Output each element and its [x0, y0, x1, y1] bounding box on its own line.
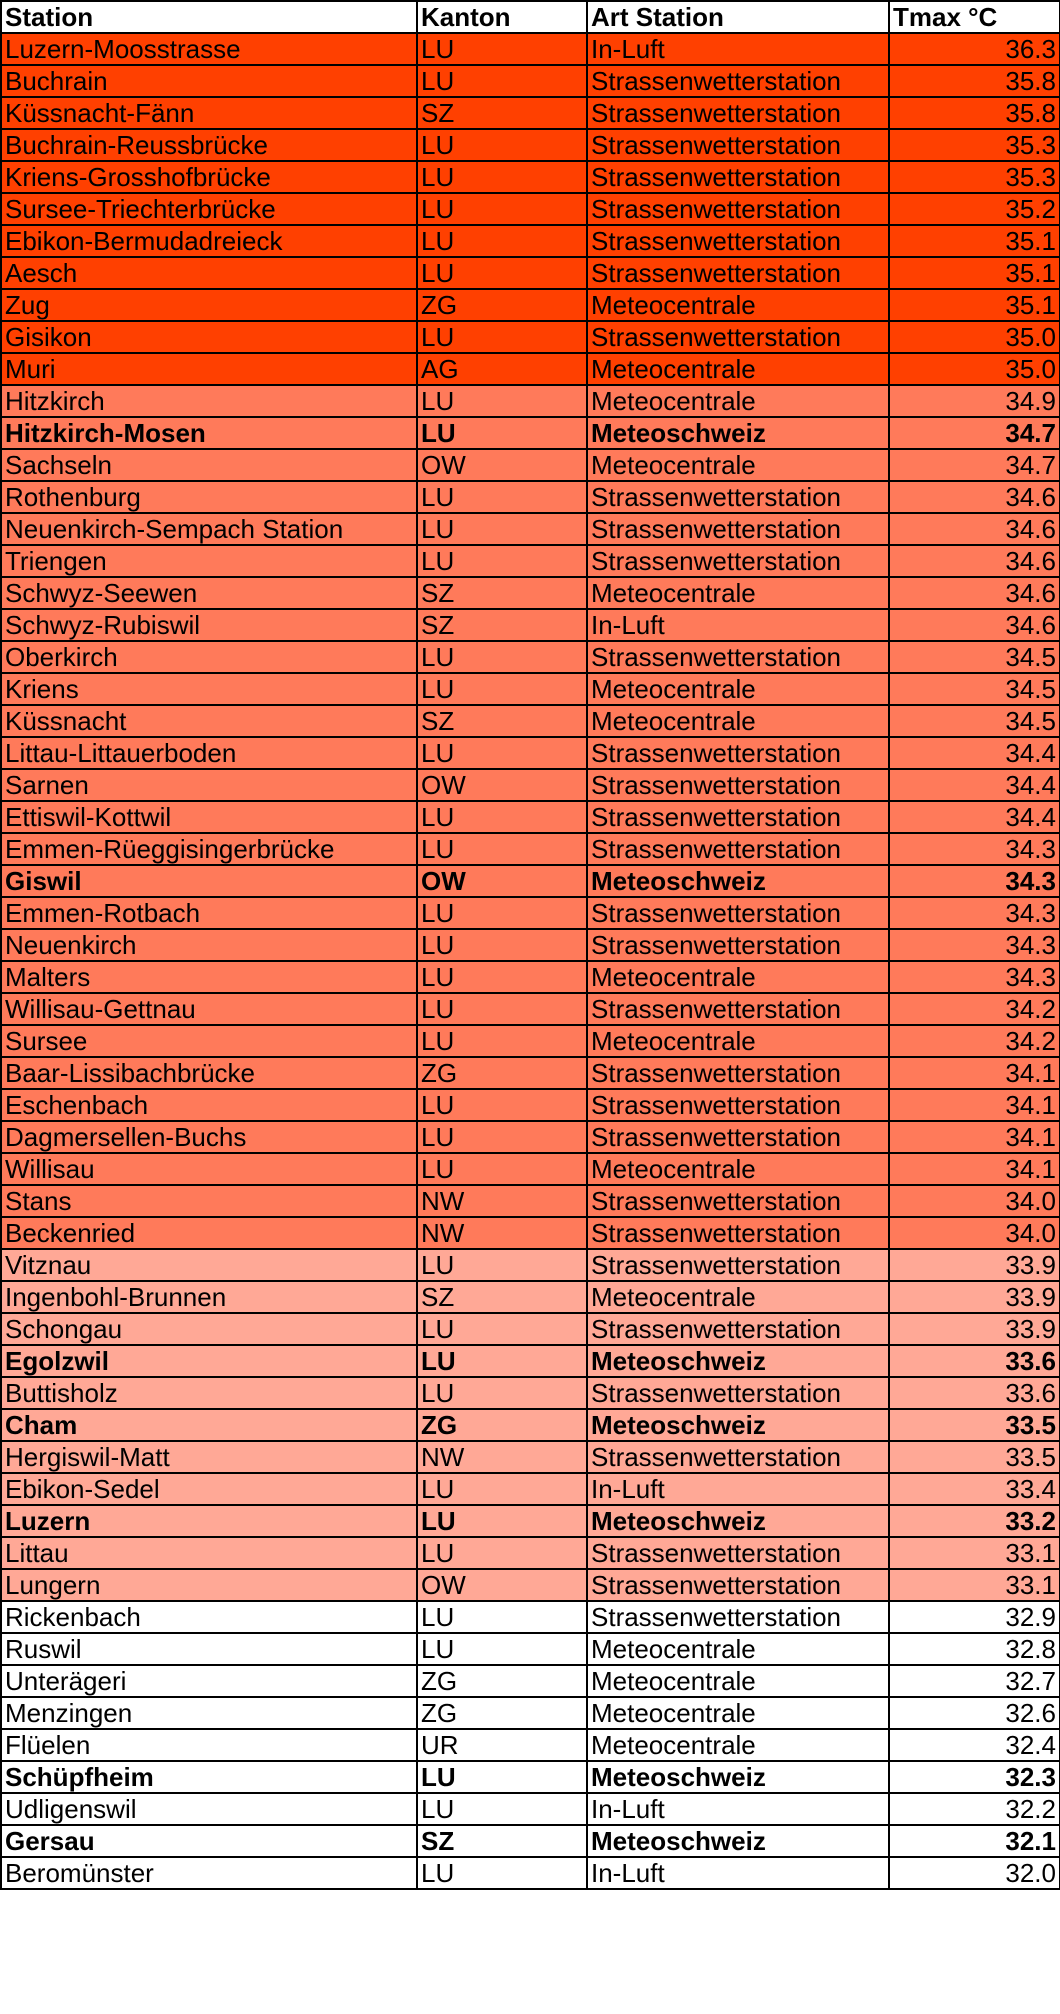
cell-art-station: Meteocentrale: [587, 1025, 889, 1057]
table-row: [1, 705, 1060, 737]
cell-art-station: Meteocentrale: [587, 961, 889, 993]
cell-tmax: 34.9: [889, 385, 1060, 417]
cell-kanton: LU: [417, 545, 587, 577]
cell-tmax: 32.0: [889, 1857, 1060, 1889]
cell-kanton: ZG: [417, 289, 587, 321]
cell-tmax: 34.2: [889, 1025, 1060, 1057]
cell-kanton: NW: [417, 1441, 587, 1473]
cell-kanton: LU: [417, 65, 587, 97]
cell-kanton: LU: [417, 321, 587, 353]
cell-art-station: In-Luft: [587, 609, 889, 641]
cell-kanton: LU: [417, 1505, 587, 1537]
table-row: [1, 129, 1060, 161]
cell-tmax: 36.3: [889, 33, 1060, 65]
cell-art-station: Strassenwetterstation: [587, 65, 889, 97]
cell-art-station: Strassenwetterstation: [587, 1089, 889, 1121]
table-row: [1, 1089, 1060, 1121]
cell-art-station: Meteocentrale: [587, 353, 889, 385]
cell-station: Sursee-Triechterbrücke: [1, 193, 417, 225]
table-row: [1, 193, 1060, 225]
cell-tmax: 35.1: [889, 257, 1060, 289]
cell-station: Baar-Lissibachbrücke: [1, 1057, 417, 1089]
table-row: [1, 609, 1060, 641]
cell-art-station: Meteoschweiz: [587, 1409, 889, 1441]
cell-station: Ebikon-Sedel: [1, 1473, 417, 1505]
cell-station: Luzern-Moosstrasse: [1, 33, 417, 65]
cell-station: Unterägeri: [1, 1665, 417, 1697]
cell-tmax: 35.8: [889, 65, 1060, 97]
header-tmax[interactable]: Tmax °C: [889, 1, 1060, 33]
cell-kanton: LU: [417, 1537, 587, 1569]
cell-station: Beromünster: [1, 1857, 417, 1889]
cell-kanton: LU: [417, 257, 587, 289]
cell-kanton: SZ: [417, 705, 587, 737]
cell-station: Emmen-Rotbach: [1, 897, 417, 929]
cell-kanton: UR: [417, 1729, 587, 1761]
cell-station: Giswil: [1, 865, 417, 897]
table-row: [1, 1537, 1060, 1569]
cell-tmax: 35.3: [889, 129, 1060, 161]
table-row: [1, 897, 1060, 929]
cell-station: Sachseln: [1, 449, 417, 481]
cell-art-station: Strassenwetterstation: [587, 1121, 889, 1153]
cell-station: Gisikon: [1, 321, 417, 353]
table-row: [1, 865, 1060, 897]
cell-art-station: Strassenwetterstation: [587, 641, 889, 673]
cell-station: Ingenbohl-Brunnen: [1, 1281, 417, 1313]
table-row: [1, 1217, 1060, 1249]
cell-station: Neuenkirch: [1, 929, 417, 961]
cell-station: Zug: [1, 289, 417, 321]
header-row: [1, 1, 1060, 33]
cell-tmax: 33.1: [889, 1537, 1060, 1569]
table-row: [1, 1729, 1060, 1761]
cell-tmax: 33.9: [889, 1313, 1060, 1345]
table-row: [1, 1697, 1060, 1729]
cell-station: Küssnacht-Fänn: [1, 97, 417, 129]
cell-kanton: LU: [417, 1601, 587, 1633]
table-row: [1, 929, 1060, 961]
cell-kanton: LU: [417, 417, 587, 449]
cell-station: Schüpfheim: [1, 1761, 417, 1793]
cell-tmax: 33.9: [889, 1249, 1060, 1281]
cell-tmax: 33.5: [889, 1409, 1060, 1441]
cell-art-station: Meteocentrale: [587, 289, 889, 321]
cell-tmax: 35.3: [889, 161, 1060, 193]
cell-art-station: Meteoschweiz: [587, 417, 889, 449]
cell-station: Vitznau: [1, 1249, 417, 1281]
cell-station: Cham: [1, 1409, 417, 1441]
table-row: [1, 1057, 1060, 1089]
table-row: [1, 1153, 1060, 1185]
cell-kanton: OW: [417, 449, 587, 481]
cell-kanton: LU: [417, 513, 587, 545]
cell-tmax: 34.6: [889, 545, 1060, 577]
cell-station: Stans: [1, 1185, 417, 1217]
cell-kanton: LU: [417, 193, 587, 225]
cell-kanton: NW: [417, 1217, 587, 1249]
cell-art-station: In-Luft: [587, 1793, 889, 1825]
cell-art-station: Meteocentrale: [587, 1697, 889, 1729]
cell-art-station: Meteoschweiz: [587, 1345, 889, 1377]
cell-kanton: ZG: [417, 1057, 587, 1089]
cell-art-station: Strassenwetterstation: [587, 97, 889, 129]
cell-station: Neuenkirch-Sempach Station: [1, 513, 417, 545]
cell-tmax: 34.3: [889, 865, 1060, 897]
table-row: [1, 1665, 1060, 1697]
cell-tmax: 33.2: [889, 1505, 1060, 1537]
cell-tmax: 34.1: [889, 1121, 1060, 1153]
cell-art-station: Meteocentrale: [587, 1729, 889, 1761]
cell-kanton: SZ: [417, 97, 587, 129]
cell-station: Hitzkirch: [1, 385, 417, 417]
cell-kanton: LU: [417, 993, 587, 1025]
table-row: [1, 1025, 1060, 1057]
cell-station: Triengen: [1, 545, 417, 577]
cell-station: Buchrain-Reussbrücke: [1, 129, 417, 161]
cell-kanton: OW: [417, 1569, 587, 1601]
cell-tmax: 34.6: [889, 513, 1060, 545]
cell-kanton: LU: [417, 481, 587, 513]
table-row: [1, 417, 1060, 449]
cell-station: Buchrain: [1, 65, 417, 97]
cell-kanton: SZ: [417, 577, 587, 609]
cell-station: Willisau-Gettnau: [1, 993, 417, 1025]
cell-tmax: 34.4: [889, 801, 1060, 833]
cell-kanton: LU: [417, 1473, 587, 1505]
cell-tmax: 35.0: [889, 353, 1060, 385]
cell-kanton: LU: [417, 1313, 587, 1345]
table-row: [1, 65, 1060, 97]
cell-station: Aesch: [1, 257, 417, 289]
cell-tmax: 34.3: [889, 833, 1060, 865]
cell-art-station: Meteocentrale: [587, 1281, 889, 1313]
table-row: [1, 289, 1060, 321]
cell-art-station: Strassenwetterstation: [587, 129, 889, 161]
cell-art-station: Strassenwetterstation: [587, 1057, 889, 1089]
cell-station: Rickenbach: [1, 1601, 417, 1633]
cell-station: Schwyz-Seewen: [1, 577, 417, 609]
cell-art-station: Strassenwetterstation: [587, 833, 889, 865]
cell-station: Malters: [1, 961, 417, 993]
cell-station: Littau-Littauerboden: [1, 737, 417, 769]
table-body: [1, 33, 1060, 1889]
cell-kanton: LU: [417, 801, 587, 833]
cell-kanton: ZG: [417, 1665, 587, 1697]
cell-kanton: LU: [417, 961, 587, 993]
table-row: [1, 97, 1060, 129]
cell-art-station: Strassenwetterstation: [587, 801, 889, 833]
cell-tmax: 34.0: [889, 1185, 1060, 1217]
cell-art-station: Strassenwetterstation: [587, 1313, 889, 1345]
cell-kanton: LU: [417, 1761, 587, 1793]
cell-station: Menzingen: [1, 1697, 417, 1729]
table-row: [1, 641, 1060, 673]
table-row: [1, 33, 1060, 65]
cell-tmax: 34.6: [889, 481, 1060, 513]
cell-tmax: 35.1: [889, 225, 1060, 257]
table-row: [1, 1313, 1060, 1345]
cell-tmax: 32.1: [889, 1825, 1060, 1857]
cell-art-station: Meteocentrale: [587, 577, 889, 609]
cell-kanton: LU: [417, 1633, 587, 1665]
cell-station: Ettiswil-Kottwil: [1, 801, 417, 833]
cell-station: Kriens: [1, 673, 417, 705]
cell-kanton: LU: [417, 929, 587, 961]
table-row: [1, 1281, 1060, 1313]
header-art-station[interactable]: Art Station: [587, 1, 889, 33]
cell-kanton: LU: [417, 1089, 587, 1121]
cell-station: Ebikon-Bermudadreieck: [1, 225, 417, 257]
cell-art-station: Meteocentrale: [587, 385, 889, 417]
table-row: [1, 1409, 1060, 1441]
cell-art-station: Strassenwetterstation: [587, 513, 889, 545]
cell-art-station: Strassenwetterstation: [587, 321, 889, 353]
table-row: [1, 545, 1060, 577]
cell-art-station: Strassenwetterstation: [587, 1537, 889, 1569]
cell-art-station: Strassenwetterstation: [587, 225, 889, 257]
cell-kanton: LU: [417, 673, 587, 705]
cell-kanton: LU: [417, 1857, 587, 1889]
cell-tmax: 34.1: [889, 1057, 1060, 1089]
cell-kanton: AG: [417, 353, 587, 385]
cell-art-station: Meteocentrale: [587, 449, 889, 481]
cell-station: Rothenburg: [1, 481, 417, 513]
cell-art-station: Strassenwetterstation: [587, 1377, 889, 1409]
cell-art-station: Meteocentrale: [587, 1665, 889, 1697]
cell-station: Küssnacht: [1, 705, 417, 737]
cell-tmax: 32.8: [889, 1633, 1060, 1665]
cell-art-station: Strassenwetterstation: [587, 1217, 889, 1249]
cell-tmax: 32.2: [889, 1793, 1060, 1825]
cell-station: Lungern: [1, 1569, 417, 1601]
cell-tmax: 33.6: [889, 1345, 1060, 1377]
table-row: [1, 673, 1060, 705]
cell-kanton: OW: [417, 769, 587, 801]
cell-kanton: LU: [417, 161, 587, 193]
cell-tmax: 33.4: [889, 1473, 1060, 1505]
header-station[interactable]: Station: [1, 1, 417, 33]
cell-tmax: 35.1: [889, 289, 1060, 321]
table-row: [1, 353, 1060, 385]
table-row: [1, 1569, 1060, 1601]
cell-kanton: LU: [417, 897, 587, 929]
cell-station: Beckenried: [1, 1217, 417, 1249]
cell-kanton: LU: [417, 385, 587, 417]
cell-tmax: 34.4: [889, 737, 1060, 769]
cell-tmax: 34.3: [889, 929, 1060, 961]
cell-art-station: Strassenwetterstation: [587, 1441, 889, 1473]
cell-art-station: In-Luft: [587, 1857, 889, 1889]
cell-art-station: Meteoschweiz: [587, 865, 889, 897]
table-row: [1, 1793, 1060, 1825]
cell-tmax: 35.0: [889, 321, 1060, 353]
cell-tmax: 34.5: [889, 705, 1060, 737]
table-row: [1, 961, 1060, 993]
cell-art-station: Strassenwetterstation: [587, 1185, 889, 1217]
cell-kanton: LU: [417, 1153, 587, 1185]
cell-art-station: In-Luft: [587, 1473, 889, 1505]
cell-station: Egolzwil: [1, 1345, 417, 1377]
table-row: [1, 1377, 1060, 1409]
cell-station: Eschenbach: [1, 1089, 417, 1121]
cell-tmax: 34.7: [889, 449, 1060, 481]
cell-tmax: 32.3: [889, 1761, 1060, 1793]
cell-station: Schongau: [1, 1313, 417, 1345]
table-row: [1, 1505, 1060, 1537]
table-row: [1, 1473, 1060, 1505]
cell-art-station: Strassenwetterstation: [587, 545, 889, 577]
cell-station: Gersau: [1, 1825, 417, 1857]
cell-tmax: 34.6: [889, 577, 1060, 609]
cell-kanton: LU: [417, 225, 587, 257]
cell-kanton: NW: [417, 1185, 587, 1217]
cell-tmax: 34.7: [889, 417, 1060, 449]
cell-kanton: LU: [417, 1793, 587, 1825]
cell-art-station: Meteoschweiz: [587, 1505, 889, 1537]
cell-station: Buttisholz: [1, 1377, 417, 1409]
cell-tmax: 34.3: [889, 961, 1060, 993]
cell-station: Emmen-Rüeggisingerbrücke: [1, 833, 417, 865]
cell-tmax: 34.5: [889, 641, 1060, 673]
cell-kanton: SZ: [417, 1825, 587, 1857]
cell-tmax: 32.7: [889, 1665, 1060, 1697]
cell-art-station: Strassenwetterstation: [587, 897, 889, 929]
cell-kanton: LU: [417, 1377, 587, 1409]
cell-station: Ruswil: [1, 1633, 417, 1665]
cell-tmax: 33.1: [889, 1569, 1060, 1601]
table-row: [1, 321, 1060, 353]
cell-kanton: LU: [417, 833, 587, 865]
cell-tmax: 34.1: [889, 1089, 1060, 1121]
cell-art-station: Strassenwetterstation: [587, 1569, 889, 1601]
cell-station: Flüelen: [1, 1729, 417, 1761]
table-row: [1, 1249, 1060, 1281]
cell-station: Willisau: [1, 1153, 417, 1185]
table-row: [1, 1857, 1060, 1889]
cell-kanton: LU: [417, 1249, 587, 1281]
cell-tmax: 34.2: [889, 993, 1060, 1025]
cell-kanton: SZ: [417, 609, 587, 641]
table-row: [1, 1441, 1060, 1473]
cell-station: Oberkirch: [1, 641, 417, 673]
table-row: [1, 993, 1060, 1025]
cell-tmax: 35.8: [889, 97, 1060, 129]
cell-art-station: Strassenwetterstation: [587, 737, 889, 769]
cell-art-station: Meteoschweiz: [587, 1825, 889, 1857]
table-row: [1, 481, 1060, 513]
cell-art-station: Strassenwetterstation: [587, 1249, 889, 1281]
cell-station: Sarnen: [1, 769, 417, 801]
cell-tmax: 32.9: [889, 1601, 1060, 1633]
cell-station: Hergiswil-Matt: [1, 1441, 417, 1473]
cell-kanton: ZG: [417, 1697, 587, 1729]
cell-tmax: 33.5: [889, 1441, 1060, 1473]
table-row: [1, 833, 1060, 865]
table-row: [1, 449, 1060, 481]
cell-kanton: LU: [417, 737, 587, 769]
table-row: [1, 225, 1060, 257]
cell-kanton: SZ: [417, 1281, 587, 1313]
cell-tmax: 32.6: [889, 1697, 1060, 1729]
cell-station: Luzern: [1, 1505, 417, 1537]
cell-tmax: 34.6: [889, 609, 1060, 641]
cell-art-station: Strassenwetterstation: [587, 161, 889, 193]
table-row: [1, 1345, 1060, 1377]
cell-art-station: Strassenwetterstation: [587, 929, 889, 961]
cell-tmax: 33.9: [889, 1281, 1060, 1313]
table-row: [1, 1633, 1060, 1665]
table-row: [1, 769, 1060, 801]
cell-station: Sursee: [1, 1025, 417, 1057]
cell-art-station: Strassenwetterstation: [587, 257, 889, 289]
table-header: [1, 1, 1060, 33]
cell-tmax: 34.3: [889, 897, 1060, 929]
cell-art-station: Meteocentrale: [587, 705, 889, 737]
cell-tmax: 34.4: [889, 769, 1060, 801]
cell-kanton: ZG: [417, 1409, 587, 1441]
cell-station: Udligenswil: [1, 1793, 417, 1825]
table-row: [1, 513, 1060, 545]
cell-art-station: Strassenwetterstation: [587, 993, 889, 1025]
cell-art-station: Meteoschweiz: [587, 1761, 889, 1793]
cell-station: Kriens-Grosshofbrücke: [1, 161, 417, 193]
table-row: [1, 385, 1060, 417]
cell-station: Dagmersellen-Buchs: [1, 1121, 417, 1153]
cell-art-station: Strassenwetterstation: [587, 193, 889, 225]
cell-tmax: 34.5: [889, 673, 1060, 705]
cell-tmax: 32.4: [889, 1729, 1060, 1761]
cell-station: Schwyz-Rubiswil: [1, 609, 417, 641]
cell-tmax: 33.6: [889, 1377, 1060, 1409]
cell-tmax: 34.1: [889, 1153, 1060, 1185]
cell-kanton: LU: [417, 1345, 587, 1377]
cell-art-station: Strassenwetterstation: [587, 769, 889, 801]
cell-art-station: Strassenwetterstation: [587, 1601, 889, 1633]
cell-kanton: LU: [417, 33, 587, 65]
table-row: [1, 1825, 1060, 1857]
table-row: [1, 1601, 1060, 1633]
cell-art-station: Strassenwetterstation: [587, 481, 889, 513]
cell-tmax: 34.0: [889, 1217, 1060, 1249]
cell-station: Hitzkirch-Mosen: [1, 417, 417, 449]
cell-art-station: Meteocentrale: [587, 1153, 889, 1185]
table-row: [1, 1761, 1060, 1793]
cell-kanton: OW: [417, 865, 587, 897]
cell-kanton: LU: [417, 1121, 587, 1153]
header-kanton[interactable]: Kanton: [417, 1, 587, 33]
cell-station: Littau: [1, 1537, 417, 1569]
table-row: [1, 1185, 1060, 1217]
table-row: [1, 737, 1060, 769]
table-row: [1, 161, 1060, 193]
cell-art-station: Meteocentrale: [587, 673, 889, 705]
cell-station: Muri: [1, 353, 417, 385]
cell-kanton: LU: [417, 1025, 587, 1057]
table-row: [1, 257, 1060, 289]
table-row: [1, 577, 1060, 609]
cell-art-station: In-Luft: [587, 33, 889, 65]
cell-tmax: 35.2: [889, 193, 1060, 225]
table-row: [1, 1121, 1060, 1153]
cell-kanton: LU: [417, 641, 587, 673]
cell-art-station: Meteocentrale: [587, 1633, 889, 1665]
table-row: [1, 801, 1060, 833]
cell-kanton: LU: [417, 129, 587, 161]
